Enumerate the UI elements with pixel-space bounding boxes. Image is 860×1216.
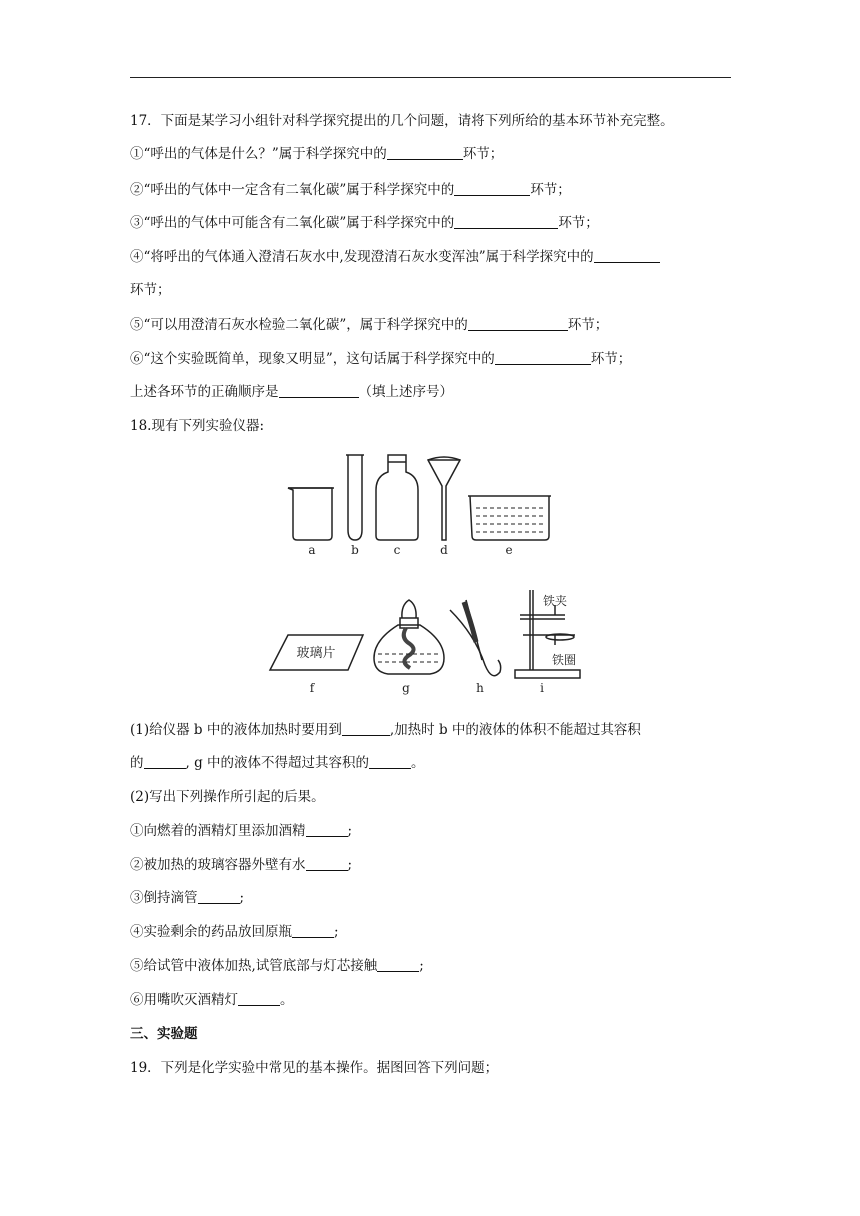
q17-item-1-suffix: 环节； xyxy=(462,146,504,162)
q17-order-text: 上述各环节的正确顺序是 xyxy=(130,384,279,400)
q17-item-2-suffix: 环节； xyxy=(530,182,571,198)
label-i: i xyxy=(540,681,544,695)
q18-c5-end: ; xyxy=(419,958,424,974)
label-h: h xyxy=(476,681,484,695)
q18-c2-text: ②被加热的玻璃容器外壁有水 xyxy=(130,857,306,873)
q18-part2-intro: (2)写出下列操作所引起的后果。 xyxy=(130,789,325,805)
q18-consequence-2 xyxy=(130,855,352,875)
test-tube-b xyxy=(346,455,364,540)
funnel-d xyxy=(428,457,460,540)
q17-item-6 xyxy=(130,349,631,369)
q18-c6-end: 。 xyxy=(280,992,294,1008)
answer-blank[interactable] xyxy=(292,923,334,938)
water-trough-e xyxy=(468,496,551,540)
answer-blank[interactable] xyxy=(468,316,568,331)
q18-part1-text-cont: ,加热时 b 中的液体的体积不能超过其容积 xyxy=(389,722,641,738)
q18-c5-text: ⑤给试管中液体加热,试管底部与灯芯接触 xyxy=(130,958,378,974)
q17-intro: 17．下面是某学习小组针对科学探究提出的几个问题，请将下列所给的基本环节补充完整。 xyxy=(130,113,674,129)
answer-blank[interactable] xyxy=(306,822,348,837)
q18-part1-end: 。 xyxy=(411,755,425,771)
q17-item-4 xyxy=(130,247,660,267)
answer-blank[interactable] xyxy=(198,889,240,904)
answer-blank[interactable] xyxy=(387,145,463,160)
q18-consequence-5 xyxy=(130,956,424,976)
q17-item-5-suffix: 环节； xyxy=(567,317,609,333)
q17-item-6-text: ⑥“这个实验既简单，现象又明显”，这句话属于科学探究中的 xyxy=(130,351,495,367)
iron-clamp-label: 铁夹 xyxy=(543,594,568,608)
label-f: f xyxy=(309,681,315,695)
answer-blank[interactable] xyxy=(454,214,558,229)
answer-blank[interactable] xyxy=(238,991,280,1006)
q18-consequence-4 xyxy=(130,922,339,942)
answer-blank[interactable] xyxy=(495,350,591,365)
label-a: a xyxy=(308,543,316,557)
header-rule xyxy=(130,77,731,78)
beaker-a xyxy=(288,488,334,540)
reagent-bottle-c xyxy=(376,455,418,540)
q18-part1-text: (1)给仪器 b 中的液体加热时要用到 xyxy=(130,722,342,738)
answer-blank[interactable] xyxy=(144,754,186,769)
q18-c3-text: ③倒持滴管 xyxy=(130,890,198,906)
q17-item-2 xyxy=(130,180,571,200)
q19-intro: 19．下列是化学实验中常见的基本操作。据图回答下列问题； xyxy=(130,1060,499,1076)
answer-blank[interactable] xyxy=(279,383,359,398)
q17-item-3 xyxy=(130,213,599,233)
q18-intro: 18.现有下列实验仪器: xyxy=(130,418,265,434)
q18-consequence-3 xyxy=(130,888,244,908)
label-c: c xyxy=(393,543,401,557)
q18-c1-end: ; xyxy=(347,823,353,839)
q17-item-3-suffix: 环节； xyxy=(558,215,599,231)
label-b: b xyxy=(351,543,359,557)
q18-c3-end: ; xyxy=(239,890,245,906)
q18-consequence-1 xyxy=(130,821,352,841)
q17-item-4-cont: 环节； xyxy=(130,282,171,298)
alcohol-lamp-g xyxy=(374,600,444,674)
q18-c6-text: ⑥用嘴吹灭酒精灯 xyxy=(130,992,238,1008)
iron-ring-label: 铁圈 xyxy=(552,653,577,667)
q17-item-5 xyxy=(130,315,608,335)
apparatus-figure xyxy=(260,450,600,700)
glass-plate-label: 玻璃片 xyxy=(296,646,336,661)
answer-blank[interactable] xyxy=(342,721,390,736)
test-tube-holder-h xyxy=(450,600,501,676)
q18-c4-text: ④实验剩余的药品放回原瓶 xyxy=(130,924,292,940)
label-e: e xyxy=(505,543,513,557)
q17-item-1 xyxy=(130,144,503,164)
q17-item-3-text: ③“呼出的气体中可能含有二氧化碳”属于科学探究中的 xyxy=(130,215,455,231)
q17-item-1-text: ①“呼出的气体是什么？”属于科学探究中的 xyxy=(130,146,387,162)
q18-c4-end: ; xyxy=(334,924,339,940)
q17-item-5-text: ⑤“可以用澄清石灰水检验二氧化碳”，属于科学探究中的 xyxy=(130,317,468,333)
q17-item-4-text: ④“将呼出的气体通入澄清石灰水中,发现澄清石灰水变浑浊”属于科学探究中的 xyxy=(130,249,594,265)
label-d: d xyxy=(440,543,448,557)
q18-consequence-6 xyxy=(130,990,294,1010)
section-title: 三、实验题 xyxy=(130,1026,198,1042)
q18-part1-de: 的 xyxy=(130,755,144,771)
q17-item-6-suffix: 环节； xyxy=(590,351,632,367)
q17-order-hint: （填上述序号） xyxy=(358,384,453,400)
q18-c2-end: ; xyxy=(347,857,353,873)
label-g: g xyxy=(402,681,410,695)
q18-part1-line2 xyxy=(130,753,425,773)
answer-blank[interactable] xyxy=(594,248,660,263)
q18-part1-mid: , g 中的液体不得超过其容积的 xyxy=(185,755,370,771)
answer-blank[interactable] xyxy=(369,754,411,769)
answer-blank[interactable] xyxy=(377,957,419,972)
q18-c1-text: ①向燃着的酒精灯里添加酒精 xyxy=(130,823,306,839)
answer-blank[interactable] xyxy=(306,856,348,871)
q17-item-2-text: ②“呼出的气体中一定含有二氧化碳”属于科学探究中的 xyxy=(130,182,455,198)
answer-blank[interactable] xyxy=(454,181,530,196)
q18-part1-line1 xyxy=(130,720,641,740)
q17-order xyxy=(130,382,453,402)
